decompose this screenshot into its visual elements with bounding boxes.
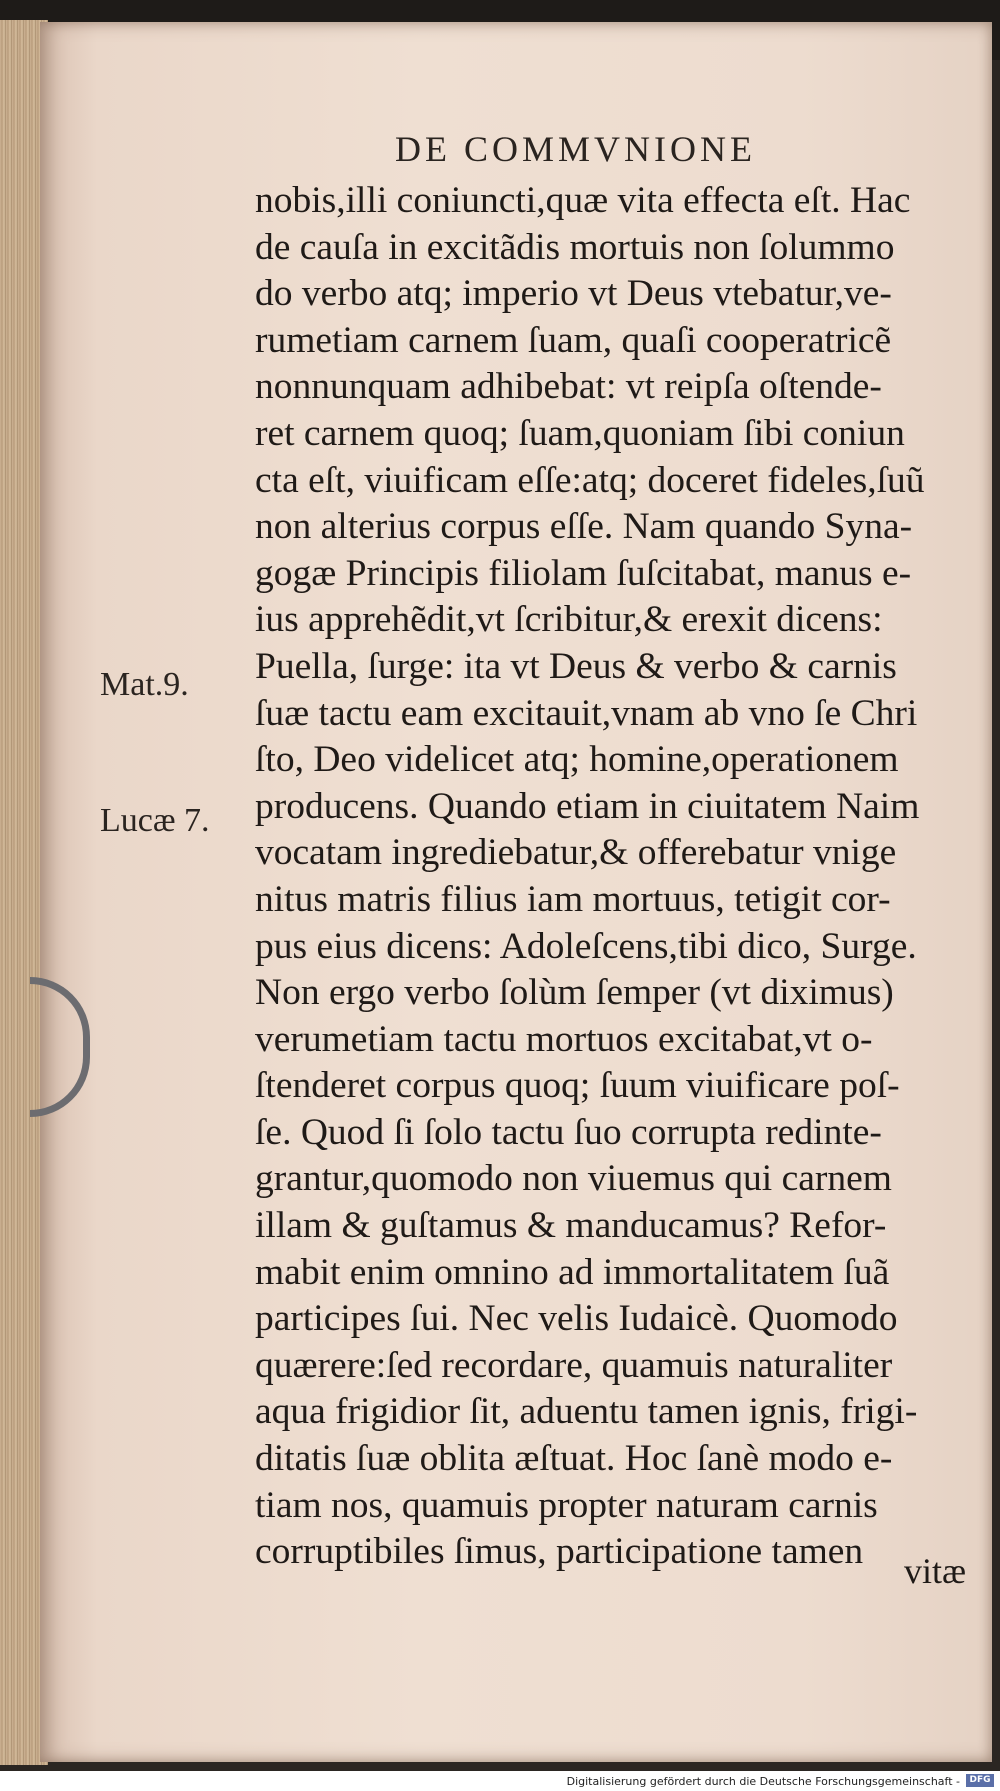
margin-note-matthew: Mat.9. [100, 666, 189, 703]
text-line: nonnunquam adhibebat: vt reipſa oſtende- [255, 366, 882, 408]
text-line: ius apprehẽdit,vt ſcribitur,& erexit dicens: [255, 599, 883, 641]
text-line: gogæ Principis filiolam ſuſcitabat, manus e- [255, 552, 912, 594]
text-line: illam & guſtamus & manducamus? Refor- [255, 1205, 887, 1247]
text-line: Non ergo verbo ſolùm ſemper (vt diximus) [255, 972, 894, 1014]
text-line: cta eſt, viuificam eſſe:atq; doceret fideles,ſuũ [255, 459, 925, 501]
text-line: participes ſui. Nec velis Iudaicè. Quomodo [255, 1298, 898, 1340]
text-line: vocatam ingrediebatur,& offerebatur vnige [255, 832, 897, 874]
text-line: de cauſa in excitãdis mortuis non ſolummo [255, 226, 895, 268]
text-line: non alterius corpus eſſe. Nam quando Syna- [255, 506, 913, 548]
text-line: producens. Quando etiam in ciuitatem Naim [255, 785, 920, 827]
text-line: tiam nos, quamuis propter naturam carnis [255, 1484, 878, 1526]
page-clip [30, 977, 90, 1117]
catchword: vitæ [904, 1551, 967, 1591]
text-line: aqua frigidior ſit, aduentu tamen ignis, frigi- [255, 1391, 918, 1433]
text-line: ditatis ſuæ oblita æſtuat. Hoc ſanè modo e- [255, 1438, 893, 1480]
text-line: rumetiam carnem ſuam, quaſi cooperatricẽ [255, 319, 892, 361]
running-head: DE COMMVNIONE [395, 129, 756, 169]
digitization-footer [0, 1771, 1000, 1791]
text-line: quærere:ſed recordare, quamuis naturaliter [255, 1344, 893, 1386]
text-line: corruptibiles ſimus, participatione tamen [255, 1531, 864, 1573]
text-line: do verbo atq; imperio vt Deus vtebatur,ve- [255, 273, 892, 315]
text-line: ſtenderet corpus quoq; ſuum viuificare poſ- [255, 1065, 900, 1107]
text-line: ret carnem quoq; ſuam,quoniam ſibi coniun [255, 412, 905, 454]
body-text [255, 178, 980, 1576]
margin-note-luke: Lucæ 7. [100, 802, 210, 839]
text-line: verumetiam tactu mortuos excitabat,vt o- [255, 1018, 873, 1060]
dfg-logo: DFG [966, 1774, 994, 1787]
text-line: mabit enim omnino ad immortalitatem ſuã [255, 1251, 890, 1293]
text-line: nobis,illi coniuncti,quæ vita effecta eſt. Hac [255, 180, 911, 221]
text-line: grantur,quomodo non viuemus qui carnem [255, 1158, 892, 1200]
text-line: ſuæ tactu eam excitauit,vnam ab vno ſe Chri [255, 692, 918, 734]
text-line: pus eius dicens: Adoleſcens,tibi dico, Surge. [255, 925, 917, 967]
text-line: ſe. Quod ſi ſolo tactu ſuo corrupta redinte- [255, 1111, 882, 1153]
footer-credit: Digitalisierung gefördert durch die Deutsche Forschungsgemeinschaft - [566, 1775, 960, 1788]
text-line: Puella, ſurge: ita vt Deus & verbo & carnis [255, 645, 897, 687]
text-line: ſto, Deo videlicet atq; homine,operationem [255, 739, 899, 781]
text-line: nitus matris filius iam mortuus, tetigit cor- [255, 878, 891, 920]
